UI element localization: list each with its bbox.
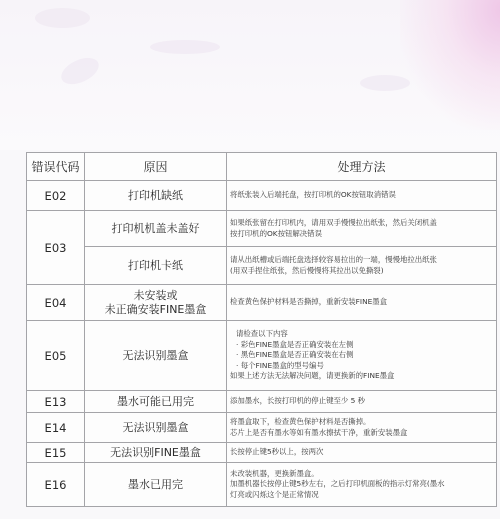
method-line: 加墨机器长按停止键5秒左右，之后打印机面板的指示灯常亮(墨水	[230, 479, 445, 489]
background-blob	[35, 8, 90, 28]
header-cause: 原因	[85, 153, 227, 181]
cause-text: 未安装或	[133, 288, 178, 302]
cause-text: 无法识别墨盒	[122, 348, 189, 362]
method-line: 按打印机的OK按钮解决错误	[230, 228, 322, 238]
background-blob	[360, 75, 410, 91]
table-row	[27, 181, 497, 211]
table-row	[27, 247, 497, 285]
method-line: (用双手捏住纸张，然后慢慢将其拉出以免撕裂)	[230, 265, 384, 275]
method-line: 请检查以下内容	[236, 329, 288, 339]
error-code-cell: E04	[27, 285, 85, 321]
cause-cell	[85, 391, 227, 413]
method-cell	[227, 285, 497, 321]
cause-text: 墨水已用完	[128, 477, 183, 491]
error-code-cell: E03	[27, 211, 85, 285]
cause-cell	[85, 443, 227, 463]
method-cell	[227, 247, 497, 285]
method-line: 检查黄色保护材料是否撕掉，重新安装FINE墨盒	[230, 297, 388, 307]
table-row	[27, 285, 497, 321]
method-cell	[227, 321, 497, 391]
method-cell	[227, 443, 497, 463]
error-code-table	[26, 152, 497, 507]
cause-cell	[85, 181, 227, 211]
method-cell	[227, 463, 497, 507]
table-row	[27, 443, 497, 463]
table-row	[27, 321, 497, 391]
table-row	[27, 413, 497, 443]
error-code-cell: E15	[27, 443, 85, 463]
method-line: · 每个FINE墨盒的型号编号	[236, 360, 324, 370]
table-row	[27, 391, 497, 413]
error-code-cell: E16	[27, 463, 85, 507]
header-error-code: 错误代码	[27, 153, 85, 181]
cause-text: 墨水可能已用完	[117, 394, 194, 408]
method-line: 未改装机器，更换新墨盒。	[230, 468, 319, 478]
method-line: 如果上述方法无法解决问题，请更换新的FINE墨盒	[230, 371, 395, 381]
table-row	[27, 463, 497, 507]
method-cell	[227, 181, 497, 211]
corner-glow	[400, 0, 500, 130]
cause-cell	[85, 413, 227, 443]
cause-text: 未正确安装FINE墨盒	[104, 302, 207, 316]
cause-text: 打印机卡纸	[128, 258, 183, 272]
cause-cell	[85, 285, 227, 321]
method-cell	[227, 391, 497, 413]
table-header-row	[27, 153, 497, 181]
method-cell	[227, 211, 497, 247]
error-code-cell: E02	[27, 181, 85, 211]
background-blob	[150, 40, 220, 54]
error-code-cell: E14	[27, 413, 85, 443]
method-line: · 彩色FINE墨盒是否正确安装在左侧	[236, 339, 354, 349]
method-line: 灯亮或闪烁这个是正常情况	[230, 489, 319, 499]
method-line: 芯片上是否有墨水等如有墨水擦拭干净，重新安装墨盒	[230, 427, 408, 437]
cause-text: 无法识别墨盒	[122, 420, 189, 434]
method-line: · 黑色FINE墨盒是否正确安装在右侧	[236, 350, 354, 360]
method-line: 长按停止键5秒以上，按两次	[230, 447, 324, 457]
cause-cell	[85, 211, 227, 247]
method-line: 如果纸张留在打印机内，请用双手慢慢拉出纸张，然后关闭机盖	[230, 218, 437, 228]
cause-text: 无法识别FINE墨盒	[110, 445, 201, 459]
method-line: 将墨盒取下，检查黄色保护材料是否撕掉。	[230, 417, 371, 427]
method-line: 请从出纸槽或后端托盘选择较容易拉出的一端，慢慢地拉出纸张	[230, 255, 437, 265]
error-code-cell: E05	[27, 321, 85, 391]
error-code-cell: E13	[27, 391, 85, 413]
method-line: 将纸张装入后端托盘，按打印机的OK按钮取消错误	[230, 190, 396, 200]
cause-cell	[85, 463, 227, 507]
method-cell	[227, 413, 497, 443]
cause-text: 打印机机盖未盖好	[111, 221, 200, 235]
cause-cell	[85, 321, 227, 391]
header-method: 处理方法	[227, 153, 497, 181]
cause-text: 打印机缺纸	[128, 188, 183, 202]
table-row	[27, 211, 497, 247]
method-line: 添加墨水，长按打印机的停止键至少 5 秒	[230, 396, 366, 406]
cause-cell	[85, 247, 227, 285]
